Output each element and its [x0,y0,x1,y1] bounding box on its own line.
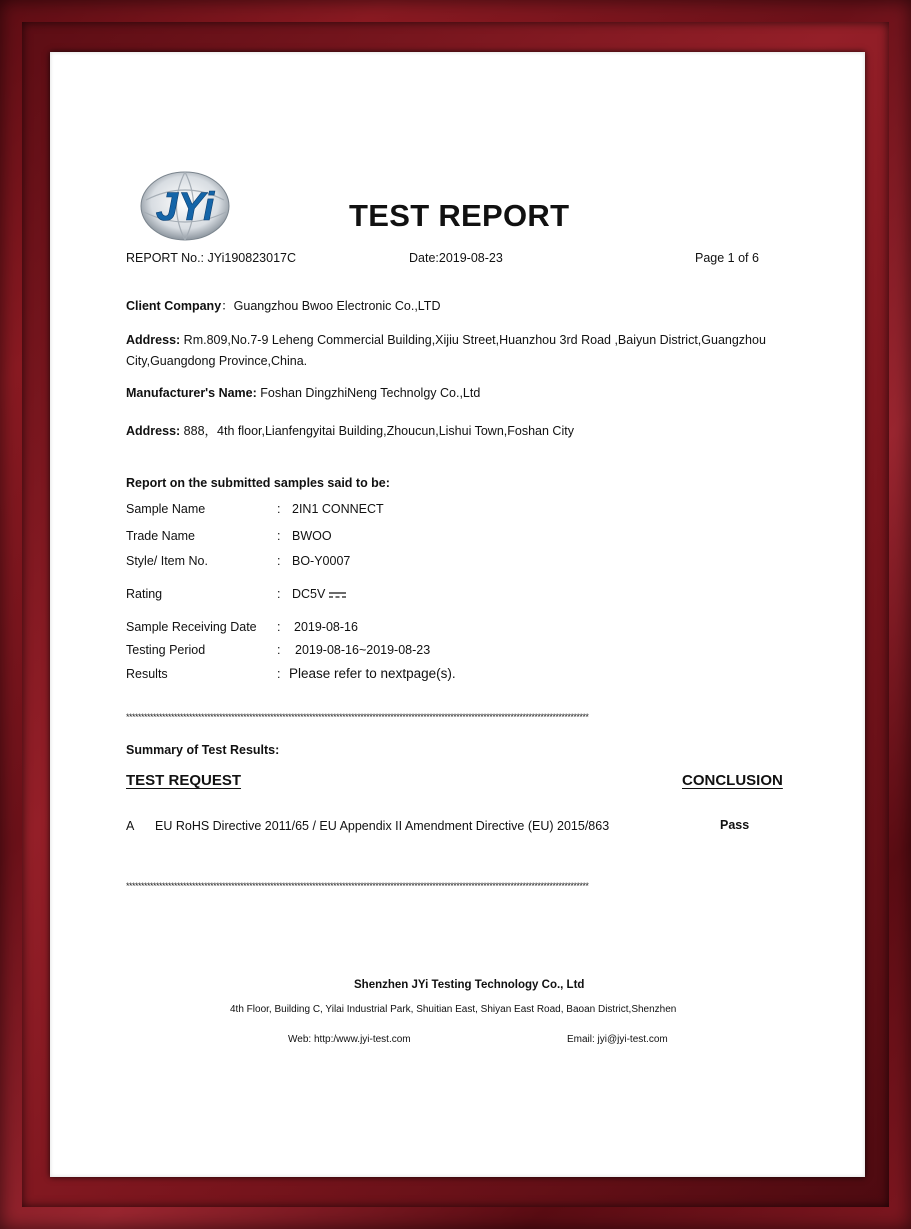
rating-value-line [292,587,346,601]
sample-colon: : [277,502,281,516]
sample-label: Rating [126,587,163,601]
manufacturer-address-label: Address: [126,424,181,438]
logo-text: JYi [155,185,215,229]
sample-label: Sample Name [126,502,206,516]
client-address-line-1 [126,333,766,347]
sample-colon: : [277,529,281,543]
summary-item-conclusion: Pass [720,818,750,832]
sample-label: Results [126,667,168,681]
client-company-label: Client Company [126,299,222,313]
page-indicator: Page 1 of 6 [695,251,759,265]
conclusion-header: CONCLUSION [682,772,783,789]
jyi-logo [138,170,232,242]
separator-line: ********************************************************************************************************************************************************** [126,712,589,722]
sample-colon: : [277,587,281,601]
summary-item-id: A [126,819,135,833]
summary-item-request: EU RoHS Directive 2011/65 / EU Appendix II Amendment Directive (EU) 2015/863 [155,819,610,833]
sample-value: 2IN1 CONNECT [292,502,384,516]
footer-email: Email: jyi@jyi-test.com [567,1034,668,1045]
sample-colon: : [277,643,281,657]
footer-company: Shenzhen JYi Testing Technology Co., Ltd [354,979,585,991]
manufacturer-address-line [126,421,574,439]
report-title: TEST REPORT [349,198,570,233]
client-address-value: Rm.809,No.7-9 Leheng Commercial Building,Xijiu Street,Huanzhou 3rd Road ,Baiyun District,Guangzhou [180,333,766,347]
sample-label: Testing Period [126,643,206,657]
sample-value: 2019-08-16~2019-08-23 [295,643,431,657]
sample-label: Style/ Item No. [126,554,208,568]
client-company-value: ：Guangzhou Bwoo Electronic Co.,LTD [221,299,441,313]
footer-address: 4th Floor, Building C, Yilai Industrial Park, Shuitian East, Shiyan East Road, Baoan District,Shenzhen [230,1004,677,1015]
client-company-line [126,296,440,314]
sample-value: BO-Y0007 [292,554,351,568]
sample-colon: : [277,667,281,681]
summary-heading: Summary of Test Results: [126,743,280,757]
sample-value: BWOO [292,529,332,543]
report-date: Date:2019-08-23 [409,251,503,265]
separator-line: ********************************************************************************************************************************************************** [126,881,589,891]
sample-colon: : [277,620,281,634]
test-request-header: TEST REQUEST [126,772,242,789]
manufacturer-name-label: Manufacturer's Name: [126,386,257,400]
client-address-label: Address: [126,333,181,347]
dc-symbol-icon [329,591,346,599]
sample-value: 2019-08-16 [294,620,358,634]
footer-web: Web: http:/www.jyi-test.com [288,1034,411,1045]
report-number: REPORT No.: JYi190823017C [126,251,297,265]
sample-value: DC5V [292,587,326,601]
sample-label: Trade Name [126,529,196,543]
manufacturer-address-value: 888，4th floor,Lianfengyitai Building,Zhoucun,Lishui Town,Foshan City [180,424,574,438]
manufacturer-name-line [126,386,480,400]
sample-label: Sample Receiving Date [126,620,257,634]
sample-value: Please refer to nextpage(s). [289,666,456,681]
client-address-line-2: City,Guangdong Province,China. [126,354,308,368]
sample-colon: : [277,554,281,568]
samples-heading: Report on the submitted samples said to be: [126,476,390,490]
manufacturer-name-value: Foshan DingzhiNeng Technolgy Co.,Ltd [256,386,481,400]
